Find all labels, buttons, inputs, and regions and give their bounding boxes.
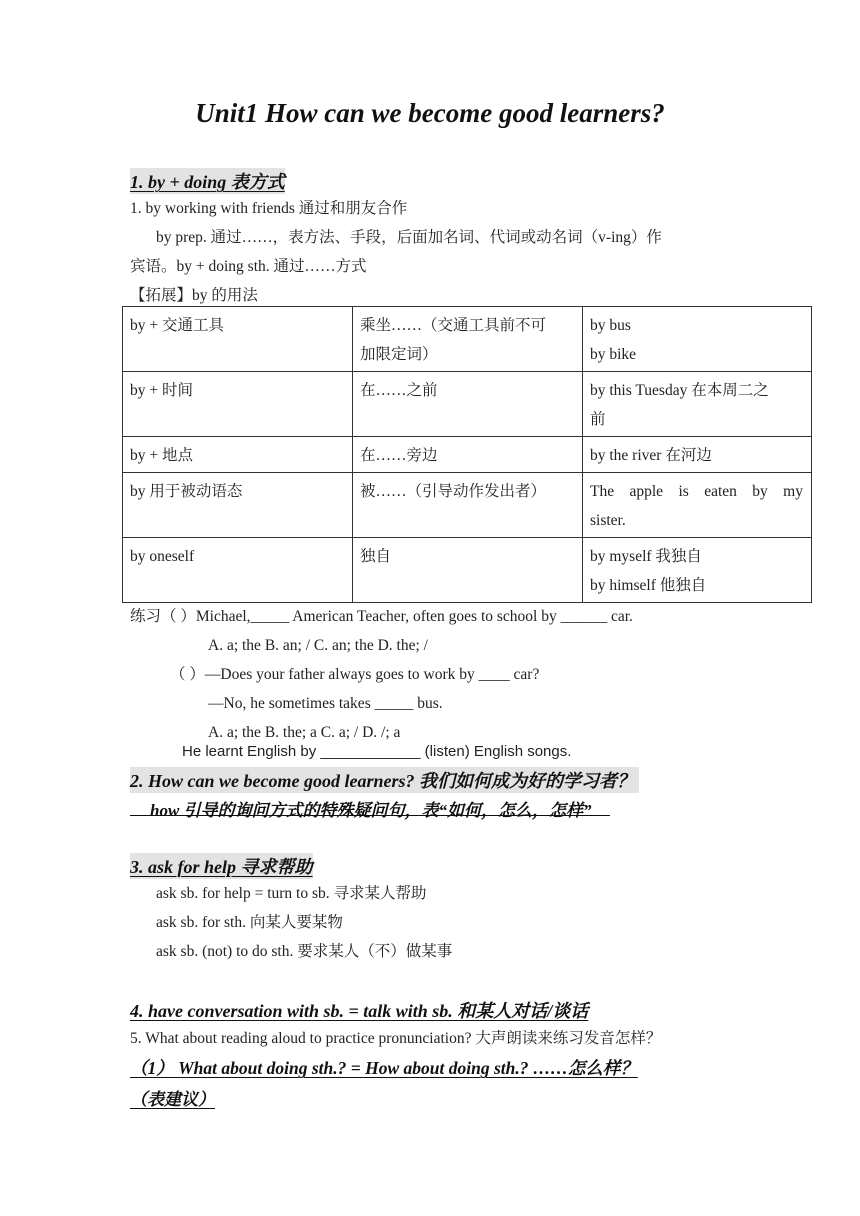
cell-line: by bike: [590, 346, 637, 363]
extension-label: 【拓展】by 的用法: [130, 287, 258, 304]
table-cell: 被……（引导动作发出者）: [353, 473, 583, 538]
table-cell: [583, 473, 812, 538]
by-usage-table: [122, 306, 812, 603]
practice-question-2-answer: —No, he sometimes takes _____ bus.: [208, 695, 443, 712]
cell-line: The apple is eaten by my: [590, 483, 803, 500]
section-3-line-1: ask sb. for help = turn to sb. 寻求某人帮助: [156, 885, 427, 902]
table-cell: [583, 372, 812, 437]
table-row: [123, 437, 812, 473]
cell-line: sister.: [590, 512, 626, 529]
section-2-subtitle: how 引导的询问方式的特殊疑问句，表“如何，怎么，怎样”: [150, 801, 592, 820]
table-cell: 独自: [353, 538, 583, 603]
practice-question-1: 练习（ ）Michael,_____ American Teacher, often goes to school by ______ car.: [130, 608, 633, 625]
practice-question-2-options: A. a; the B. the; a C. a; / D. /; a: [208, 724, 401, 741]
table-cell: 在……之前: [353, 372, 583, 437]
cell-line: 乘坐……（交通工具前不可: [360, 317, 547, 334]
cell-line: by this Tuesday 在本周二之: [590, 382, 769, 399]
section-1-line-2: by prep. 通过……，表方法、手段，后面加名词、代词或动名词（v-ing）作: [156, 229, 662, 246]
table-cell: by the river 在河边: [583, 437, 812, 473]
table-cell: by + 地点: [123, 437, 353, 473]
table-cell: by + 时间: [123, 372, 353, 437]
practice-question-3: He learnt English by ____________ (listen) English songs.: [182, 743, 572, 760]
practice-question-2: （ ）—Does your father always goes to work by ____ car?: [170, 666, 540, 683]
table-cell: by oneself: [123, 538, 353, 603]
page-title: Unit1 How can we become good learners?: [195, 98, 665, 128]
cell-line: by himself 他独自: [590, 577, 707, 594]
section-3-line-2: ask sb. for sth. 向某人要某物: [156, 914, 343, 931]
section-1-heading: 1. by + doing 表方式: [130, 168, 285, 194]
table-cell: by + 交通工具: [123, 307, 353, 372]
cell-line: by bus: [590, 317, 631, 334]
table-row: [123, 372, 812, 437]
table-cell: [353, 307, 583, 372]
table-row: [123, 307, 812, 372]
table-cell: by 用于被动语态: [123, 473, 353, 538]
table-cell: [583, 307, 812, 372]
section-2-heading: 2. How can we become good learners? 我们如何成为好的学习者？: [130, 767, 639, 793]
table-row: [123, 473, 812, 538]
section-3-line-3: ask sb. (not) to do sth. 要求某人（不）做某事: [156, 943, 453, 960]
table-cell: 在……旁边: [353, 437, 583, 473]
cell-line: by myself 我独自: [590, 548, 702, 565]
section-5-line: 5. What about reading aloud to practice pronunciation? 大声朗读来练习发音怎样？: [130, 1030, 662, 1047]
section-4-heading: 4. have conversation with sb. = talk with sb. 和某人对话/谈话: [130, 1001, 589, 1021]
cell-line: 前: [590, 411, 606, 428]
section-3-heading: 3. ask for help 寻求帮助: [130, 853, 313, 879]
cell-line: 加限定词）: [360, 346, 438, 363]
section-1-line-3: 宾语。by + doing sth. 通过……方式: [130, 258, 367, 275]
table-cell: [583, 538, 812, 603]
section-5-subtitle-2: （表建议）: [130, 1090, 215, 1109]
section-5-subtitle-1: （1） What about doing sth.? = How about doing sth.? ……怎么样？: [130, 1058, 638, 1078]
practice-question-1-options: A. a; the B. an; / C. an; the D. the; /: [208, 637, 428, 654]
table-row: [123, 538, 812, 603]
section-1-line-1: 1. by working with friends 通过和朋友合作: [130, 200, 408, 217]
